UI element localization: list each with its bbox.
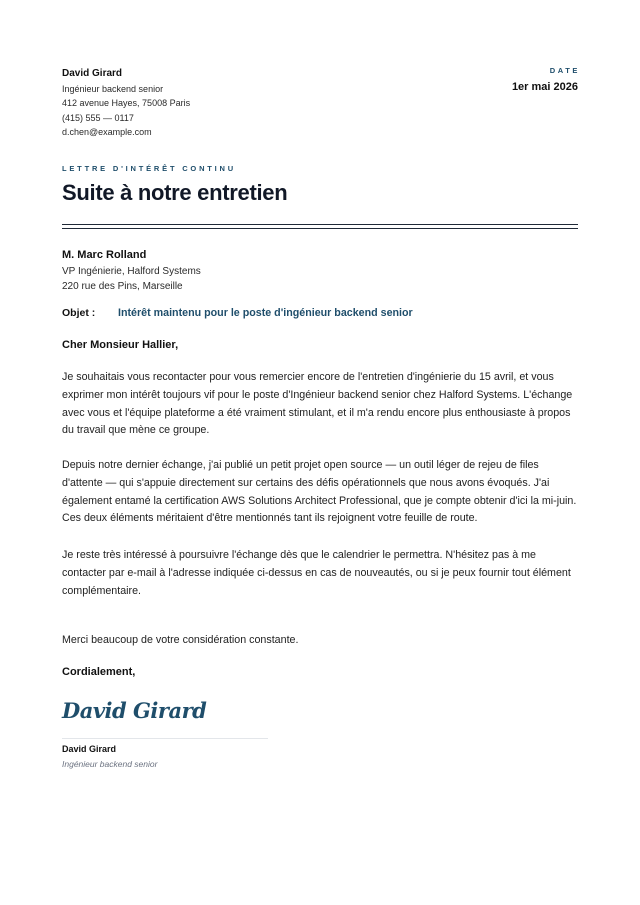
date-value: 1er mai 2026 — [511, 81, 578, 93]
thanks-line: Merci beaucoup de votre considération constante. — [62, 634, 299, 646]
signature-name: David Girard — [62, 744, 117, 754]
subject-line — [62, 307, 413, 319]
title-divider — [62, 224, 578, 225]
sender-phone: (415) 555 — 0117 — [62, 112, 134, 123]
letter-title: Suite à notre entretien — [62, 180, 288, 205]
recipient-address: 220 rue des Pins, Marseille — [62, 281, 183, 292]
recipient-name: M. Marc Rolland — [62, 249, 147, 261]
letter-type-label: LETTRE D'INTÉRÊT CONTINU — [62, 164, 236, 173]
body-paragraph: Je reste très intéressé à poursuivre l'échange dès que le calendrier le permettra. N'hésitez pas à me contacter par e-mail à l'adresse indiquée ci-dessus en cas de nouveautés, ou si je peux fournir tout élément complémentaire. — [62, 549, 571, 597]
signature-divider — [62, 738, 268, 739]
date-block — [512, 66, 578, 93]
recipient-role: VP Ingénierie, Halford Systems — [62, 265, 201, 277]
title-divider-secondary — [62, 228, 578, 229]
signature-script: David Girard — [62, 698, 207, 723]
sender-name: David Girard — [62, 68, 123, 79]
sender-block — [62, 67, 190, 140]
subject-value: Intérêt maintenu pour le poste d'ingénieur backend senior — [118, 307, 413, 319]
sender-address: 412 avenue Hayes, 75008 Paris — [62, 98, 191, 108]
body-paragraph: Je souhaitais vous recontacter pour vous remercier encore de l'entretien d'ingénierie du 15 avril, et vous exprimer mon intérêt toujours vif pour le poste d'Ingénieur backend senior chez Halford Systems. L'échange avec vous et l'équipe plateforme a été vraiment stimulant, et il m'a rendu encore plus enthousiaste à propos du travail que mène ce groupe. — [62, 371, 573, 437]
date-label: DATE — [549, 66, 580, 75]
closing: Cordialement, — [62, 666, 136, 678]
recipient-block — [62, 248, 201, 295]
subject-label: Objet : — [62, 307, 96, 319]
sender-title: Ingénieur backend senior — [62, 83, 164, 94]
salutation: Cher Monsieur Hallier, — [62, 339, 179, 351]
signature-role: Ingénieur backend senior — [62, 759, 158, 769]
body-paragraph: Depuis notre dernier échange, j'ai publié un petit projet open source — un outil léger de rejeu de files d'attente — qui s'appuie directement sur certains des défis opérationnels que nous avons évoqués. J'ai également entamé la certification AWS Solutions Architect Professional, que je compte obtenir d'ici la mi-juin. Ces deux éléments méritaient d'être mentionnés tant ils rejoignent votre feuille de route. — [62, 459, 577, 525]
sender-email: d.chen@example.com — [62, 127, 152, 137]
